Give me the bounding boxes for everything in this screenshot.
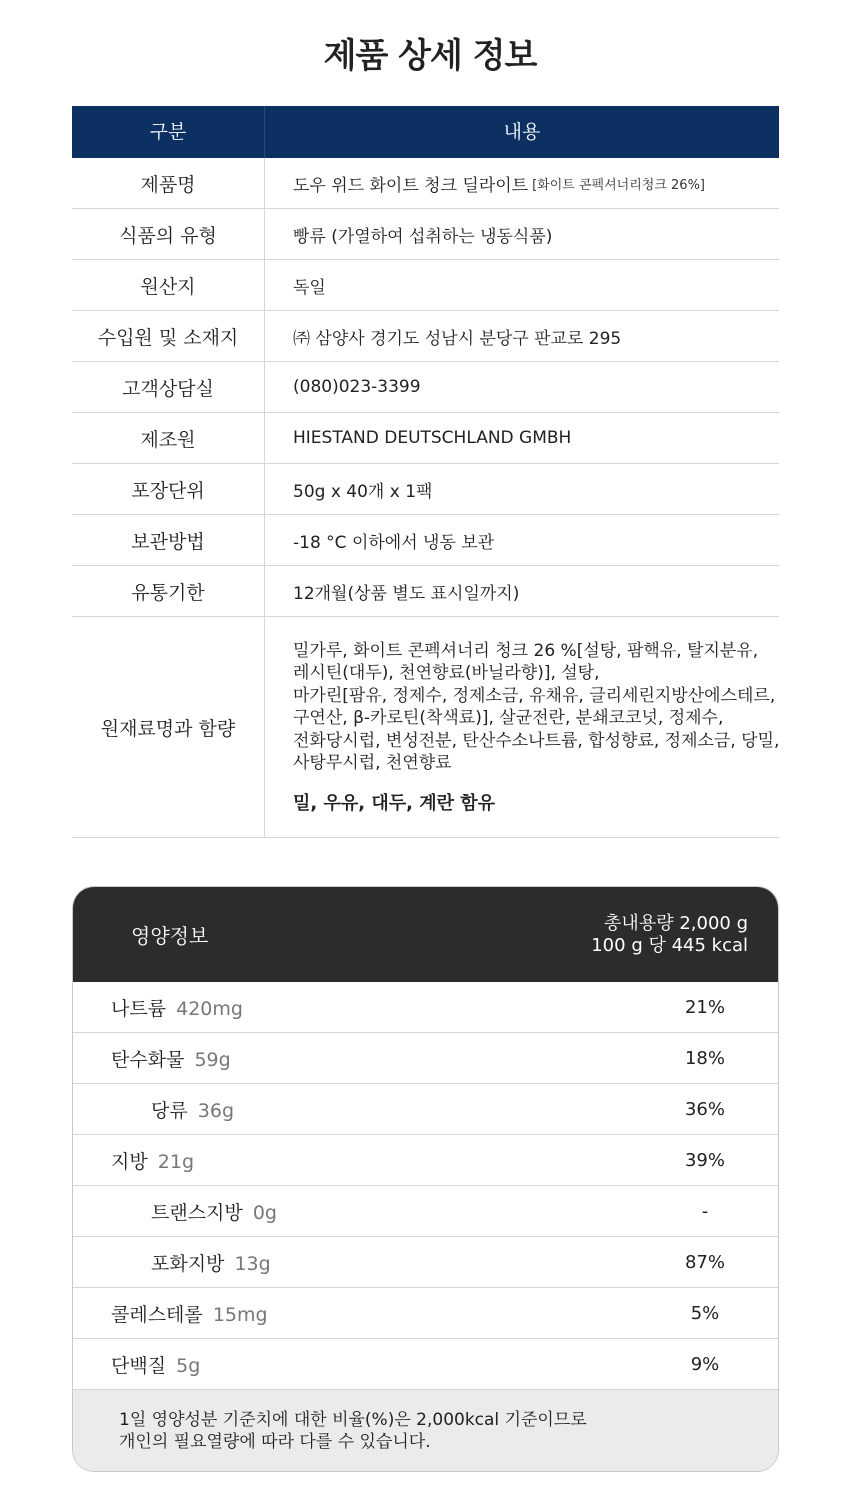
ingredient-line: 레시틴(대두), 천연향료(바닐라향)], 설탕, xyxy=(293,663,600,683)
nutrient-percent: 87% xyxy=(684,1251,725,1273)
calories-per-100g: 100 g 당 445 kcal xyxy=(591,934,748,956)
nutrient-name: 나트륨 xyxy=(111,997,167,1020)
ingredient-line: 전화당시럽, 변성전분, 탄산수소나트륨, 합성향료, 정제소금, 당밀, xyxy=(293,730,780,751)
row-value: -18 °C 이하에서 냉동 보관 xyxy=(293,532,495,553)
ingredient-line: 사탕무시럽, 천연향료 xyxy=(293,753,452,773)
row-label: 수입원 및 소재지 xyxy=(72,311,265,361)
row-value: 12개월(상품 별도 표시일까지) xyxy=(293,583,520,604)
product-name-note: [화이트 콘펙셔너리청크 26%] xyxy=(532,177,705,193)
nutrient-row xyxy=(73,1237,778,1288)
table-row xyxy=(72,158,779,209)
row-value: HIESTAND DEUTSCHLAND GMBH xyxy=(293,428,572,448)
row-label: 보관방법 xyxy=(72,515,265,565)
table-row xyxy=(72,566,779,617)
nutrient-row xyxy=(73,1339,778,1390)
nutrient-percent: 21% xyxy=(684,996,725,1018)
nutrient-row xyxy=(73,1186,778,1237)
nutrient-row xyxy=(73,1288,778,1339)
nutrition-footnote xyxy=(73,1390,778,1472)
row-label: 원산지 xyxy=(72,260,265,310)
nutrient-percent: 9% xyxy=(690,1353,720,1375)
nutrient-row xyxy=(73,1084,778,1135)
nutrient-amount: 0g xyxy=(252,1201,277,1224)
footnote-line: 1일 영양성분 기준치에 대한 비율(%)은 2,000kcal 기준이므로 xyxy=(119,1410,587,1430)
table-row xyxy=(72,413,779,464)
nutrition-panel xyxy=(72,886,779,1472)
nutrient-name: 당류 xyxy=(151,1099,188,1122)
row-value: 빵류 (가열하여 섭취하는 냉동식품) xyxy=(293,226,553,247)
nutrient-amount: 15mg xyxy=(212,1303,268,1326)
row-label: 제품명 xyxy=(72,158,265,208)
row-value: 독일 xyxy=(293,277,326,298)
page-title: 제품 상세 정보 xyxy=(323,36,537,76)
ingredient-line: 밀가루, 화이트 콘펙셔너리 청크 26 %[설탕, 팜핵유, 탈지분유, xyxy=(293,640,759,661)
nutrition-title: 영양정보 xyxy=(131,924,209,948)
nutrient-row xyxy=(73,1033,778,1084)
row-label: 유통기한 xyxy=(72,566,265,616)
product-name: 도우 위드 화이트 청크 딜라이트 xyxy=(293,175,529,196)
nutrient-percent: 39% xyxy=(684,1149,725,1171)
row-label: 원재료명과 함량 xyxy=(72,617,265,837)
table-row xyxy=(72,515,779,566)
table-row xyxy=(72,260,779,311)
nutrition-header xyxy=(73,887,778,982)
table-row xyxy=(72,362,779,413)
nutrient-name: 탄수화물 xyxy=(111,1048,185,1071)
nutrient-percent: 36% xyxy=(684,1098,725,1120)
nutrition-totals xyxy=(591,913,748,957)
nutrient-name: 단백질 xyxy=(111,1354,167,1377)
nutrient-amount: 5g xyxy=(176,1354,201,1377)
ingredient-line: 구연산, β-카로틴(착색료)], 살균전란, 분쇄코코넛, 정제수, xyxy=(293,708,724,728)
header-category: 구분 xyxy=(72,106,265,158)
row-label: 고객상담실 xyxy=(72,362,265,412)
ingredients-row xyxy=(72,617,779,838)
nutrient-name: 콜레스테롤 xyxy=(111,1303,203,1326)
nutrient-percent: 5% xyxy=(690,1302,720,1324)
row-label: 포장단위 xyxy=(72,464,265,514)
row-value xyxy=(265,158,779,208)
row-label: 식품의 유형 xyxy=(72,209,265,259)
nutrient-percent: - xyxy=(701,1200,709,1222)
nutrient-amount: 420mg xyxy=(176,997,243,1020)
footnote-line: 개인의 필요열량에 따라 다를 수 있습니다. xyxy=(119,1432,431,1452)
nutrient-amount: 59g xyxy=(194,1048,231,1071)
nutrient-name: 지방 xyxy=(111,1150,148,1173)
row-value: 50g x 40개 x 1팩 xyxy=(293,481,433,502)
row-label: 제조원 xyxy=(72,413,265,463)
nutrient-row xyxy=(73,1135,778,1186)
table-row xyxy=(72,209,779,260)
nutrient-amount: 13g xyxy=(234,1252,271,1275)
table-row xyxy=(72,464,779,515)
allergen-notice: 밀, 우유, 대두, 계란 함유 xyxy=(293,792,496,814)
nutrient-amount: 36g xyxy=(197,1099,235,1122)
nutrient-name: 포화지방 xyxy=(151,1252,225,1275)
header-content: 내용 xyxy=(503,121,541,143)
nutrient-amount: 21g xyxy=(157,1150,195,1173)
nutrient-name: 트랜스지방 xyxy=(151,1201,243,1224)
ingredients-text xyxy=(293,640,793,775)
total-content: 총내용량 2,000 g xyxy=(604,912,748,934)
ingredients-value xyxy=(265,617,793,837)
nutrient-percent: 18% xyxy=(684,1047,725,1069)
row-value: (080)023-3399 xyxy=(293,377,421,397)
table-header xyxy=(72,106,779,158)
product-info-table xyxy=(72,106,779,838)
table-row xyxy=(72,311,779,362)
ingredient-line: 마가린[팜유, 정제수, 정제소금, 유채유, 글리세린지방산에스테르, xyxy=(293,685,776,706)
row-value: ㈜ 삼양사 경기도 성남시 분당구 판교로 295 xyxy=(293,328,622,349)
nutrient-row xyxy=(73,982,778,1033)
